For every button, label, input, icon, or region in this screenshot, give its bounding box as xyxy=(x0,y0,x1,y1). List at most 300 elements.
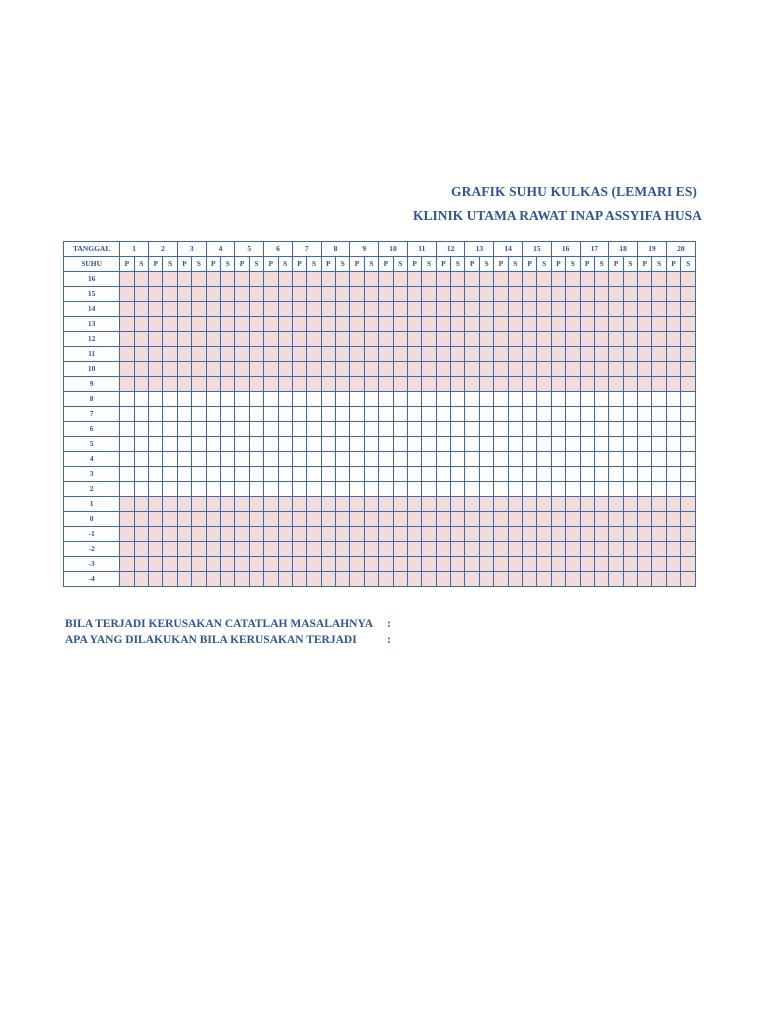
entry-cell[interactable] xyxy=(551,497,565,512)
entry-cell[interactable] xyxy=(451,437,465,452)
entry-cell[interactable] xyxy=(681,452,696,467)
entry-cell[interactable] xyxy=(134,377,148,392)
entry-cell[interactable] xyxy=(451,422,465,437)
entry-cell[interactable] xyxy=(638,392,652,407)
entry-cell[interactable] xyxy=(379,272,393,287)
entry-cell[interactable] xyxy=(264,362,278,377)
entry-cell[interactable] xyxy=(407,527,421,542)
entry-cell[interactable] xyxy=(292,377,306,392)
entry-cell[interactable] xyxy=(120,542,134,557)
entry-cell[interactable] xyxy=(422,317,436,332)
entry-cell[interactable] xyxy=(364,467,378,482)
entry-cell[interactable] xyxy=(594,272,608,287)
entry-cell[interactable] xyxy=(594,452,608,467)
entry-cell[interactable] xyxy=(177,437,191,452)
entry-cell[interactable] xyxy=(307,452,321,467)
entry-cell[interactable] xyxy=(235,482,249,497)
entry-cell[interactable] xyxy=(623,572,637,587)
entry-cell[interactable] xyxy=(566,497,580,512)
entry-cell[interactable] xyxy=(479,377,493,392)
entry-cell[interactable] xyxy=(336,467,350,482)
entry-cell[interactable] xyxy=(134,542,148,557)
entry-cell[interactable] xyxy=(566,557,580,572)
entry-cell[interactable] xyxy=(479,482,493,497)
entry-cell[interactable] xyxy=(537,512,551,527)
entry-cell[interactable] xyxy=(551,287,565,302)
entry-cell[interactable] xyxy=(609,332,623,347)
entry-cell[interactable] xyxy=(652,512,666,527)
entry-cell[interactable] xyxy=(494,557,508,572)
entry-cell[interactable] xyxy=(451,362,465,377)
entry-cell[interactable] xyxy=(537,542,551,557)
entry-cell[interactable] xyxy=(336,272,350,287)
entry-cell[interactable] xyxy=(566,347,580,362)
entry-cell[interactable] xyxy=(120,422,134,437)
entry-cell[interactable] xyxy=(336,362,350,377)
entry-cell[interactable] xyxy=(292,512,306,527)
entry-cell[interactable] xyxy=(264,527,278,542)
entry-cell[interactable] xyxy=(666,347,680,362)
entry-cell[interactable] xyxy=(336,317,350,332)
entry-cell[interactable] xyxy=(407,572,421,587)
entry-cell[interactable] xyxy=(594,377,608,392)
entry-cell[interactable] xyxy=(494,317,508,332)
entry-cell[interactable] xyxy=(666,362,680,377)
entry-cell[interactable] xyxy=(479,557,493,572)
entry-cell[interactable] xyxy=(537,572,551,587)
entry-cell[interactable] xyxy=(465,512,479,527)
entry-cell[interactable] xyxy=(321,512,335,527)
entry-cell[interactable] xyxy=(321,272,335,287)
entry-cell[interactable] xyxy=(206,497,220,512)
entry-cell[interactable] xyxy=(307,347,321,362)
entry-cell[interactable] xyxy=(652,347,666,362)
entry-cell[interactable] xyxy=(264,452,278,467)
entry-cell[interactable] xyxy=(638,527,652,542)
entry-cell[interactable] xyxy=(307,302,321,317)
entry-cell[interactable] xyxy=(292,482,306,497)
entry-cell[interactable] xyxy=(192,482,206,497)
entry-cell[interactable] xyxy=(379,557,393,572)
entry-cell[interactable] xyxy=(336,527,350,542)
entry-cell[interactable] xyxy=(537,407,551,422)
entry-cell[interactable] xyxy=(249,512,263,527)
entry-cell[interactable] xyxy=(422,437,436,452)
entry-cell[interactable] xyxy=(537,272,551,287)
entry-cell[interactable] xyxy=(307,332,321,347)
entry-cell[interactable] xyxy=(379,527,393,542)
entry-cell[interactable] xyxy=(192,572,206,587)
entry-cell[interactable] xyxy=(594,512,608,527)
entry-cell[interactable] xyxy=(594,332,608,347)
entry-cell[interactable] xyxy=(307,362,321,377)
entry-cell[interactable] xyxy=(134,407,148,422)
entry-cell[interactable] xyxy=(566,482,580,497)
entry-cell[interactable] xyxy=(580,287,594,302)
entry-cell[interactable] xyxy=(508,557,522,572)
entry-cell[interactable] xyxy=(594,557,608,572)
entry-cell[interactable] xyxy=(134,332,148,347)
entry-cell[interactable] xyxy=(220,317,234,332)
entry-cell[interactable] xyxy=(321,542,335,557)
entry-cell[interactable] xyxy=(479,302,493,317)
entry-cell[interactable] xyxy=(235,272,249,287)
entry-cell[interactable] xyxy=(206,392,220,407)
entry-cell[interactable] xyxy=(580,347,594,362)
entry-cell[interactable] xyxy=(681,377,696,392)
entry-cell[interactable] xyxy=(422,332,436,347)
entry-cell[interactable] xyxy=(235,527,249,542)
entry-cell[interactable] xyxy=(508,347,522,362)
entry-cell[interactable] xyxy=(465,557,479,572)
entry-cell[interactable] xyxy=(206,317,220,332)
entry-cell[interactable] xyxy=(494,467,508,482)
entry-cell[interactable] xyxy=(249,422,263,437)
entry-cell[interactable] xyxy=(307,557,321,572)
entry-cell[interactable] xyxy=(177,272,191,287)
entry-cell[interactable] xyxy=(206,527,220,542)
entry-cell[interactable] xyxy=(523,362,537,377)
entry-cell[interactable] xyxy=(379,482,393,497)
entry-cell[interactable] xyxy=(551,542,565,557)
entry-cell[interactable] xyxy=(566,437,580,452)
entry-cell[interactable] xyxy=(666,542,680,557)
entry-cell[interactable] xyxy=(321,347,335,362)
entry-cell[interactable] xyxy=(149,527,163,542)
entry-cell[interactable] xyxy=(551,512,565,527)
entry-cell[interactable] xyxy=(278,572,292,587)
entry-cell[interactable] xyxy=(149,497,163,512)
entry-cell[interactable] xyxy=(307,272,321,287)
entry-cell[interactable] xyxy=(134,437,148,452)
entry-cell[interactable] xyxy=(149,317,163,332)
entry-cell[interactable] xyxy=(451,332,465,347)
entry-cell[interactable] xyxy=(494,497,508,512)
entry-cell[interactable] xyxy=(192,317,206,332)
entry-cell[interactable] xyxy=(681,407,696,422)
entry-cell[interactable] xyxy=(163,527,177,542)
entry-cell[interactable] xyxy=(134,497,148,512)
entry-cell[interactable] xyxy=(120,377,134,392)
entry-cell[interactable] xyxy=(364,542,378,557)
entry-cell[interactable] xyxy=(623,287,637,302)
entry-cell[interactable] xyxy=(465,347,479,362)
entry-cell[interactable] xyxy=(220,512,234,527)
entry-cell[interactable] xyxy=(638,287,652,302)
entry-cell[interactable] xyxy=(681,437,696,452)
entry-cell[interactable] xyxy=(594,422,608,437)
entry-cell[interactable] xyxy=(407,407,421,422)
entry-cell[interactable] xyxy=(494,392,508,407)
entry-cell[interactable] xyxy=(494,302,508,317)
entry-cell[interactable] xyxy=(609,482,623,497)
entry-cell[interactable] xyxy=(407,482,421,497)
entry-cell[interactable] xyxy=(436,467,450,482)
entry-cell[interactable] xyxy=(638,452,652,467)
entry-cell[interactable] xyxy=(652,302,666,317)
entry-cell[interactable] xyxy=(666,557,680,572)
entry-cell[interactable] xyxy=(350,332,364,347)
entry-cell[interactable] xyxy=(407,452,421,467)
entry-cell[interactable] xyxy=(163,572,177,587)
entry-cell[interactable] xyxy=(638,302,652,317)
entry-cell[interactable] xyxy=(465,272,479,287)
entry-cell[interactable] xyxy=(292,272,306,287)
entry-cell[interactable] xyxy=(393,332,407,347)
entry-cell[interactable] xyxy=(292,422,306,437)
entry-cell[interactable] xyxy=(508,317,522,332)
entry-cell[interactable] xyxy=(249,452,263,467)
entry-cell[interactable] xyxy=(422,482,436,497)
entry-cell[interactable] xyxy=(149,272,163,287)
entry-cell[interactable] xyxy=(364,377,378,392)
entry-cell[interactable] xyxy=(120,407,134,422)
entry-cell[interactable] xyxy=(264,392,278,407)
entry-cell[interactable] xyxy=(163,497,177,512)
entry-cell[interactable] xyxy=(292,347,306,362)
entry-cell[interactable] xyxy=(422,377,436,392)
entry-cell[interactable] xyxy=(321,362,335,377)
entry-cell[interactable] xyxy=(451,467,465,482)
entry-cell[interactable] xyxy=(350,542,364,557)
entry-cell[interactable] xyxy=(192,332,206,347)
entry-cell[interactable] xyxy=(264,497,278,512)
entry-cell[interactable] xyxy=(681,482,696,497)
entry-cell[interactable] xyxy=(350,407,364,422)
entry-cell[interactable] xyxy=(479,287,493,302)
entry-cell[interactable] xyxy=(177,572,191,587)
entry-cell[interactable] xyxy=(364,497,378,512)
entry-cell[interactable] xyxy=(594,287,608,302)
entry-cell[interactable] xyxy=(336,437,350,452)
entry-cell[interactable] xyxy=(307,497,321,512)
entry-cell[interactable] xyxy=(422,557,436,572)
entry-cell[interactable] xyxy=(249,482,263,497)
entry-cell[interactable] xyxy=(638,542,652,557)
entry-cell[interactable] xyxy=(336,572,350,587)
entry-cell[interactable] xyxy=(465,527,479,542)
entry-cell[interactable] xyxy=(681,347,696,362)
entry-cell[interactable] xyxy=(652,497,666,512)
entry-cell[interactable] xyxy=(292,407,306,422)
entry-cell[interactable] xyxy=(551,392,565,407)
entry-cell[interactable] xyxy=(551,527,565,542)
entry-cell[interactable] xyxy=(177,452,191,467)
entry-cell[interactable] xyxy=(436,527,450,542)
entry-cell[interactable] xyxy=(235,542,249,557)
entry-cell[interactable] xyxy=(278,317,292,332)
entry-cell[interactable] xyxy=(465,407,479,422)
entry-cell[interactable] xyxy=(566,317,580,332)
entry-cell[interactable] xyxy=(609,422,623,437)
entry-cell[interactable] xyxy=(177,482,191,497)
entry-cell[interactable] xyxy=(451,482,465,497)
entry-cell[interactable] xyxy=(523,452,537,467)
entry-cell[interactable] xyxy=(177,302,191,317)
entry-cell[interactable] xyxy=(321,437,335,452)
entry-cell[interactable] xyxy=(436,347,450,362)
entry-cell[interactable] xyxy=(623,497,637,512)
entry-cell[interactable] xyxy=(393,347,407,362)
entry-cell[interactable] xyxy=(508,407,522,422)
entry-cell[interactable] xyxy=(436,272,450,287)
entry-cell[interactable] xyxy=(364,332,378,347)
entry-cell[interactable] xyxy=(451,392,465,407)
entry-cell[interactable] xyxy=(681,317,696,332)
entry-cell[interactable] xyxy=(652,362,666,377)
entry-cell[interactable] xyxy=(523,482,537,497)
entry-cell[interactable] xyxy=(206,557,220,572)
entry-cell[interactable] xyxy=(321,287,335,302)
entry-cell[interactable] xyxy=(220,557,234,572)
entry-cell[interactable] xyxy=(321,302,335,317)
entry-cell[interactable] xyxy=(681,527,696,542)
entry-cell[interactable] xyxy=(120,452,134,467)
entry-cell[interactable] xyxy=(666,407,680,422)
entry-cell[interactable] xyxy=(278,497,292,512)
entry-cell[interactable] xyxy=(292,332,306,347)
entry-cell[interactable] xyxy=(379,287,393,302)
entry-cell[interactable] xyxy=(134,347,148,362)
entry-cell[interactable] xyxy=(566,527,580,542)
entry-cell[interactable] xyxy=(537,437,551,452)
entry-cell[interactable] xyxy=(451,572,465,587)
entry-cell[interactable] xyxy=(120,557,134,572)
entry-cell[interactable] xyxy=(249,317,263,332)
entry-cell[interactable] xyxy=(681,272,696,287)
entry-cell[interactable] xyxy=(393,317,407,332)
entry-cell[interactable] xyxy=(278,542,292,557)
entry-cell[interactable] xyxy=(206,422,220,437)
entry-cell[interactable] xyxy=(681,422,696,437)
entry-cell[interactable] xyxy=(566,362,580,377)
entry-cell[interactable] xyxy=(336,557,350,572)
entry-cell[interactable] xyxy=(638,572,652,587)
entry-cell[interactable] xyxy=(264,332,278,347)
entry-cell[interactable] xyxy=(623,542,637,557)
entry-cell[interactable] xyxy=(681,467,696,482)
entry-cell[interactable] xyxy=(379,422,393,437)
entry-cell[interactable] xyxy=(120,332,134,347)
entry-cell[interactable] xyxy=(393,437,407,452)
entry-cell[interactable] xyxy=(292,287,306,302)
entry-cell[interactable] xyxy=(594,302,608,317)
entry-cell[interactable] xyxy=(220,302,234,317)
entry-cell[interactable] xyxy=(407,377,421,392)
entry-cell[interactable] xyxy=(336,377,350,392)
entry-cell[interactable] xyxy=(206,287,220,302)
entry-cell[interactable] xyxy=(609,392,623,407)
entry-cell[interactable] xyxy=(594,317,608,332)
entry-cell[interactable] xyxy=(422,407,436,422)
entry-cell[interactable] xyxy=(407,557,421,572)
entry-cell[interactable] xyxy=(666,527,680,542)
entry-cell[interactable] xyxy=(422,347,436,362)
entry-cell[interactable] xyxy=(163,377,177,392)
entry-cell[interactable] xyxy=(235,317,249,332)
entry-cell[interactable] xyxy=(451,272,465,287)
entry-cell[interactable] xyxy=(436,542,450,557)
entry-cell[interactable] xyxy=(220,452,234,467)
entry-cell[interactable] xyxy=(321,572,335,587)
entry-cell[interactable] xyxy=(249,467,263,482)
entry-cell[interactable] xyxy=(623,422,637,437)
entry-cell[interactable] xyxy=(177,467,191,482)
entry-cell[interactable] xyxy=(134,482,148,497)
entry-cell[interactable] xyxy=(393,392,407,407)
entry-cell[interactable] xyxy=(192,407,206,422)
entry-cell[interactable] xyxy=(235,362,249,377)
entry-cell[interactable] xyxy=(523,542,537,557)
entry-cell[interactable] xyxy=(220,392,234,407)
entry-cell[interactable] xyxy=(465,542,479,557)
entry-cell[interactable] xyxy=(494,407,508,422)
entry-cell[interactable] xyxy=(379,317,393,332)
entry-cell[interactable] xyxy=(436,572,450,587)
entry-cell[interactable] xyxy=(336,302,350,317)
entry-cell[interactable] xyxy=(508,392,522,407)
entry-cell[interactable] xyxy=(479,512,493,527)
entry-cell[interactable] xyxy=(336,497,350,512)
entry-cell[interactable] xyxy=(508,482,522,497)
entry-cell[interactable] xyxy=(623,512,637,527)
entry-cell[interactable] xyxy=(652,542,666,557)
entry-cell[interactable] xyxy=(681,542,696,557)
entry-cell[interactable] xyxy=(537,332,551,347)
entry-cell[interactable] xyxy=(580,392,594,407)
entry-cell[interactable] xyxy=(278,347,292,362)
entry-cell[interactable] xyxy=(249,302,263,317)
entry-cell[interactable] xyxy=(508,362,522,377)
entry-cell[interactable] xyxy=(537,377,551,392)
entry-cell[interactable] xyxy=(594,527,608,542)
entry-cell[interactable] xyxy=(623,332,637,347)
entry-cell[interactable] xyxy=(336,422,350,437)
entry-cell[interactable] xyxy=(451,527,465,542)
entry-cell[interactable] xyxy=(666,332,680,347)
entry-cell[interactable] xyxy=(666,422,680,437)
entry-cell[interactable] xyxy=(393,527,407,542)
entry-cell[interactable] xyxy=(422,572,436,587)
entry-cell[interactable] xyxy=(494,512,508,527)
entry-cell[interactable] xyxy=(638,377,652,392)
entry-cell[interactable] xyxy=(465,497,479,512)
entry-cell[interactable] xyxy=(336,392,350,407)
entry-cell[interactable] xyxy=(220,407,234,422)
entry-cell[interactable] xyxy=(321,497,335,512)
entry-cell[interactable] xyxy=(149,347,163,362)
entry-cell[interactable] xyxy=(422,542,436,557)
entry-cell[interactable] xyxy=(235,422,249,437)
entry-cell[interactable] xyxy=(666,392,680,407)
entry-cell[interactable] xyxy=(120,392,134,407)
entry-cell[interactable] xyxy=(264,272,278,287)
entry-cell[interactable] xyxy=(249,557,263,572)
entry-cell[interactable] xyxy=(192,287,206,302)
entry-cell[interactable] xyxy=(177,512,191,527)
entry-cell[interactable] xyxy=(249,377,263,392)
entry-cell[interactable] xyxy=(278,362,292,377)
entry-cell[interactable] xyxy=(422,512,436,527)
entry-cell[interactable] xyxy=(407,437,421,452)
entry-cell[interactable] xyxy=(422,452,436,467)
entry-cell[interactable] xyxy=(149,407,163,422)
entry-cell[interactable] xyxy=(163,482,177,497)
entry-cell[interactable] xyxy=(249,272,263,287)
entry-cell[interactable] xyxy=(436,512,450,527)
entry-cell[interactable] xyxy=(638,347,652,362)
entry-cell[interactable] xyxy=(163,347,177,362)
